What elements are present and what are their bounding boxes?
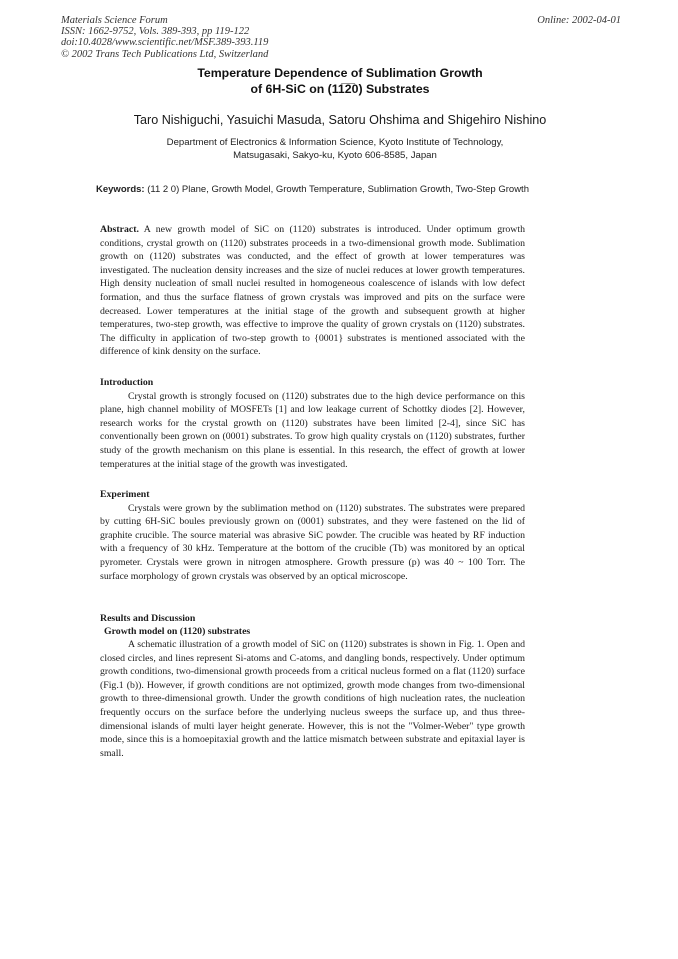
affiliation-line-2: Matsugasaki, Sakyo-ku, Kyoto 606-8585, Japan [233, 149, 437, 161]
title-line-2: of 6H-SiC on (11̅2̅0) Substrates [250, 81, 430, 96]
abstract-text: A new growth model of SiC on (1120) substrates is introduced. Under optimum growth conditions, crystal growth on (1120) substrates proceeds in a two-dimensional growth mode. Sublimation growth on (1120) substrates was conducted, and the effect of growth at lower temperatures was investigated. The nucleation density increases and the size of nuclei reduces at lower growth temperatures. High density nucleation of small nuclei resulted in homogeneous coalescence of islands with low defect formation, and thus the surface flatness of grown crystals was improved and pits on the surface were decreased. Lower temperatures at the initial stage of the growth and subsequent growth at higher temperatures, two-step growth, was effective to improve the quality of grown crystals on (1120) substrates. The difficulty in application of two-step growth to {0001} substrates is mentioned associated with the difference of kink density on the surface. [100, 224, 525, 358]
page-header [61, 15, 621, 60]
experiment-section [100, 488, 525, 583]
results-section [100, 612, 525, 760]
experiment-text: Crystals were grown by the sublimation method on (1120) substrates. The substrates were prepared by cutting 6H-SiC boules previously grown on (0001) substrates, and they were fastened on the lid of graphite crucible. The source material was abrasive SiC powder. The crucible was heated by RF induction with a frequency of 30 kHz. Temperature at the bottom of the crucible (Tb) was monitored by an optical pyrometer. Crystals were grown in nitrogen atmosphere. Growth pressure (p) was 40 ~ 100 Torr. The surface morphology of grown crystals was observed by an optical microscope. [100, 502, 525, 582]
experiment-heading: Experiment [100, 489, 150, 500]
affiliation-line-1: Department of Electronics & Information Science, Kyoto Institute of Technology, [166, 137, 504, 148]
introduction-text: Crystal growth is strongly focused on (1120) substrates due to the high device performance on this plane, high channel mobility of MOSFETs [1] and low leakage current of Schottky diodes [2]. However, research works for the crystal growth on (1120) substrates have been limited [2-4], since SiC has conventionally been grown on (0001) substrates. To grow high quality crystals on (1120) substrates, further study of the growth mechanism on this plane is essential. In this research, the effect of growth at lower temperatures at the initial stage of the growth was investigated. [100, 390, 525, 470]
results-subheading: Growth model on (1120) substrates [104, 625, 251, 637]
abstract-label: Abstract. [100, 224, 139, 235]
results-text: A schematic illustration of a growth model of SiC on (1120) substrates is shown in Fig. 1. Open and closed circles, and lines represent Si-atoms and C-atoms, and dangling bonds, respectively. Under optimum growth conditions, two-dimensional growth proceeds from a critical nucleus formed on a flat (1120) surface (Fig.1 (b)). However, if growth conditions are not optimized, growth mode changes from two-dimensional growth to three-dimensional growth. Under the growth conditions of high nucleation rates, the nucleation frequently occurs on the surface before the underlying nucleus sweeps the surface up, and thus three-dimensional islands of multi layer height generate. However, this is not the "Volmer-Weber" type growth mode, since this is a homoepitaxial growth and the lattice mismatch between substrate and epitaxial layer is small. [100, 639, 525, 759]
doi: doi:10.4028/www.scientific.net/MSF.389-393.119 [61, 37, 269, 49]
copyright: © 2002 Trans Tech Publications Ltd, Switzerland [61, 48, 269, 60]
keywords [96, 184, 566, 197]
keywords-label: Keywords: [96, 184, 145, 195]
paper-title [80, 66, 600, 97]
affiliation [100, 137, 570, 162]
title-line-1: Temperature Dependence of Sublimation Growth [197, 66, 483, 80]
results-heading: Results and Discussion [100, 613, 196, 624]
authors: Taro Nishiguchi, Yasuichi Masuda, Satoru Ohshima and Shigehiro Nishino [133, 113, 547, 127]
introduction-heading: Introduction [100, 377, 154, 388]
issn: ISSN: 1662-9752, Vols. 389-393, pp 119-122 [61, 26, 250, 38]
introduction-section [100, 376, 525, 471]
online-date: Online: 2002-04-01 [537, 15, 621, 26]
keywords-text: (11 2 0) Plane, Growth Model, Growth Temperature, Sublimation Growth, Two-Step Growth [147, 184, 529, 195]
abstract [100, 223, 525, 359]
journal-name: Materials Science Forum [61, 15, 168, 26]
